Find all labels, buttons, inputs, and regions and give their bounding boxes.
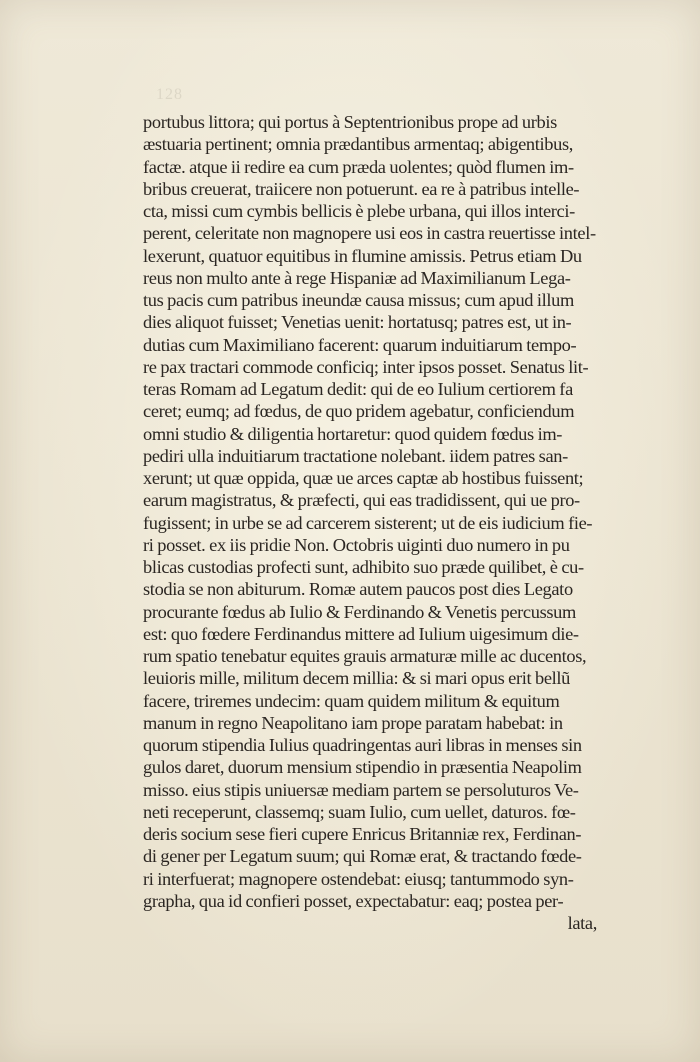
catchword: lata, [567, 913, 597, 933]
text-line: fugissent; in urbe se ad carcerem sisterent; ut de eis iudicium fie- [143, 512, 593, 533]
text-line: xerunt; ut quæ oppida, quæ ue arces captæ ab hostibus fuissent; [143, 468, 584, 488]
text-line: portubus littora; qui portus à Septentrionibus prope ad urbis [143, 112, 557, 132]
text-line: dutias cum Maximiliano facerent: quarum induitiarum tempo- [143, 334, 577, 355]
text-line: perent, celeritate non magnopere usi eos in castra reuertisse intel- [143, 223, 596, 244]
text-line: stodia se non abiturum. Romæ autem paucos post dies Legato [143, 579, 573, 600]
text-line: gulos daret, duorum mensium stipendio in præsentia Neapolim [143, 757, 582, 778]
text-line: procurante fœdus ab Iulio & Ferdinando & Venetis percussum [143, 601, 576, 622]
text-line: facere, triremes undecim: quam quidem militum & equitum [143, 690, 560, 711]
text-line: dies aliquot fuisset; Venetias uenit: hortatusq; patres est, ut in- [143, 312, 572, 333]
page-number: 128 [156, 86, 183, 103]
text-line: di gener per Legatum suum; qui Romæ erat, & tractando fœde- [143, 846, 582, 867]
text-line: neti receperunt, classemq; suam Iulio, cum uellet, daturos. fœ- [143, 801, 576, 822]
text-line: re pax tractari commode conficiq; inter ipsos posset. Senatus lit- [143, 356, 589, 377]
text-line: cta, missi cum cymbis bellicis è plebe urbana, qui illos interci- [143, 201, 575, 221]
text-line: reus non multo ante à rege Hispaniæ ad Maximilianum Lega- [143, 267, 571, 288]
text-line: ri interfuerat; magnopere ostendebat: eiusq; tantummodo syn- [143, 868, 574, 889]
text-line: lexerunt, quatuor equitibus in flumine amissis. Petrus etiam Du [143, 245, 582, 266]
text-line: factæ. atque ii redire ea cum præda uolentes; quòd flumen im- [143, 156, 574, 177]
text-line: grapha, qua id confieri posset, expectabatur: eaq; postea per- [143, 890, 564, 911]
text-line: est: quo fœdere Ferdinandus mittere ad Iulium uigesimum die- [143, 623, 579, 644]
text-line: bribus creuerat, traiicere non potuerunt. ea re à patribus intelle- [143, 178, 580, 199]
text-block [143, 111, 643, 934]
text-line: blicas custodias profecti sunt, adhibito suo præde quilibet, è cu- [143, 557, 584, 577]
text-line: teras Romam ad Legatum dedit: qui de eo Iulium certiorem fa [143, 379, 573, 399]
text-line: rum spatio tenebatur equites grauis armaturæ mille ac ducentos, [143, 646, 587, 666]
text-line: earum magistratus, & præfecti, qui eas tradidissent, qui ue pro- [143, 490, 580, 511]
text-line: leuioris mille, militum decem millia: & si mari opus erit bellũ [143, 668, 571, 689]
text-line: ri posset. ex iis pridie Non. Octobris uiginti duo numero in pu [143, 534, 570, 555]
text-line: manum in regno Neapolitano iam prope paratam habebat: in [143, 712, 563, 733]
text-line: deris socium sese fieri cupere Enricus Britanniæ rex, Ferdinan- [143, 824, 582, 844]
text-line: ceret; eumq; ad fœdus, de quo pridem agebatur, conficiendum [143, 401, 575, 422]
text-line: omni studio & diligentia hortaretur: quod quidem fœdus im- [143, 423, 563, 444]
text-line: pediri ulla induitiarum tractatione nolebant. iidem patres san- [143, 445, 568, 466]
text-line: æstuaria pertinent; omnia prædantibus armentaq; abigentibus, [143, 134, 574, 155]
text-line: misso. eius stipis uniuersæ mediam partem se persoluturos Ve- [143, 779, 579, 800]
text-line: quorum stipendia Iulius quadringentas auri libras in menses sin [143, 735, 582, 755]
text-line: tus pacis cum patribus ineundæ causa missus; cum apud illum [143, 290, 574, 310]
